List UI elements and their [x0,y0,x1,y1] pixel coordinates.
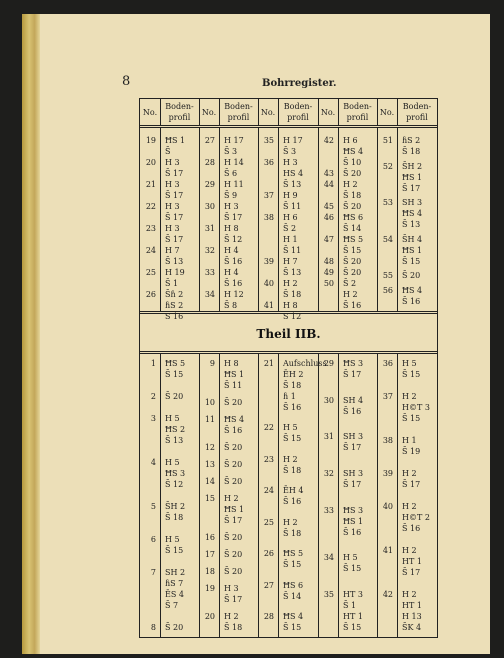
soil-profile-entry: H 19 [165,268,185,277]
entry-number: 20 [204,612,215,621]
entry-number: 41 [382,546,393,555]
soil-profile-entry: H 8 [224,359,239,368]
soil-profile-entry: S̄ 14 [283,591,302,601]
entry-number: 37 [382,392,393,401]
soil-profile-entry: ĦS 1 [343,516,364,526]
soil-profile-entry: S̄ 18 [283,381,302,390]
entry-number: 23 [263,454,274,464]
soil-profile-entry: ĦS 5 [343,235,364,244]
entry-number: 42 [382,590,393,599]
entry-number: 32 [323,469,334,478]
soil-profile-entry: S̄ 2 [283,224,297,233]
soil-profile-entry: HT 1 [402,601,422,610]
soil-profile-entry: H 3 [165,180,180,189]
soil-profile-entry: H 5 [165,458,180,467]
soil-profile-entry: H 8 [283,301,298,310]
header-rule [140,125,437,126]
soil-profile-entry: H 5 [165,535,180,544]
soil-profile-entry: S̄H 2 [165,502,186,511]
entry-number: 1 [150,359,156,368]
soil-profile-entry: ĦS 1 [224,370,245,379]
soil-profile-entry: S̄ 7 [165,601,179,610]
soil-profile-entry: S̄ 16 [343,406,362,416]
entry-number: 17 [204,550,215,559]
soil-profile-entry: S̄ 20 [165,623,184,632]
soil-profile-entry: ĦS 4 [224,415,245,424]
soil-profile-entry: S̄H 2 [402,161,423,171]
entry-number: 34 [323,553,334,563]
entry-number: 46 [323,213,334,222]
soil-profile-entry: S̄ 20 [224,460,243,469]
soil-profile-entry: H 12 [224,290,244,299]
soil-profile-entry: H©T 2 [402,513,430,522]
header-bodenprofil: Boden- profil [165,102,194,122]
soil-profile-entry: S̄ 15 [402,370,421,379]
soil-profile-entry: S̄ 17 [343,370,362,379]
soil-profile-entry: H©T 3 [402,403,430,412]
soil-profile-entry: S̄ 12 [224,235,243,244]
soil-profile-entry: ɦS 7 [165,579,184,588]
soil-profile-entry: SH 4 [343,395,364,405]
entry-number: 31 [323,432,334,442]
section-heading: Theil IIB. [256,327,321,341]
section-rule [140,351,437,352]
soil-profile-entry: S̄ 16 [165,312,184,321]
entry-number: 29 [323,359,334,368]
entry-number: 49 [323,268,334,277]
soil-profile-entry: S̄ 16 [402,297,421,306]
entry-number: 22 [145,202,156,211]
soil-profile-entry: S̄ 20 [343,169,362,178]
entry-number: 45 [323,202,334,211]
soil-profile-entry: H 6 [343,136,358,145]
subcolumn-rule [160,127,161,311]
soil-profile-entry: H 8 [224,224,239,233]
soil-profile-entry: ĦS 3 [343,505,364,515]
soil-profile-entry: H 7 [283,257,298,266]
soil-profile-entry: S̄ 15 [165,370,184,379]
soil-profile-entry: S̄ 13 [165,436,184,445]
soil-profile-entry: S̄ 12 [283,312,302,321]
soil-profile-entry: SH 3 [343,469,364,478]
soil-profile-entry: H 2 [224,612,239,621]
soil-profile-entry: H 2 [283,517,298,527]
soil-profile-entry: H 3 [165,158,180,167]
header-bodenprofil: Boden- profil [224,102,253,122]
entry-number: 35 [263,136,274,145]
entry-number: 41 [263,301,274,310]
entry-number: 47 [323,235,334,244]
entry-number: 30 [323,395,334,405]
entry-number: 26 [145,290,156,299]
soil-profile-entry: S̄ 3 [224,147,238,156]
header-rule [140,127,437,128]
soil-profile-entry: S̄ 16 [283,497,302,507]
soil-profile-entry: H 5 [165,414,180,423]
subcolumn-rule [278,127,279,311]
soil-profile-entry: S̄ 18 [283,528,302,538]
subcolumn-rule [338,353,339,637]
soil-profile-entry: S̄ 2 [343,279,357,288]
column-rule [377,127,378,311]
soil-profile-entry: H 13 [402,612,422,621]
running-head: Bohrregister. [262,78,337,89]
soil-profile-entry: H 1 [283,235,298,244]
soil-profile-entry: S̄ 16 [343,301,362,310]
entry-number: 21 [145,180,156,189]
soil-profile-entry: S̄ 19 [402,447,421,456]
soil-profile-entry: HT 1 [402,557,422,566]
soil-profile-entry: S̄ 11 [224,381,243,390]
soil-profile-entry: S̄ 20 [224,477,243,486]
soil-profile-entry: S̄ 13 [283,180,302,189]
entry-number: 52 [382,161,393,171]
soil-profile-entry: ĦS 1 [402,245,423,255]
soil-profile-entry: S̄ 13 [283,268,302,277]
entry-number: 7 [150,568,156,577]
soil-profile-entry: S̄ [165,147,171,156]
entry-number: 12 [204,443,215,452]
soil-profile-entry: S̄ 1 [343,601,357,610]
entry-number: 32 [204,246,215,255]
soil-profile-entry: S̄ 16 [224,257,243,266]
soil-profile-entry: ĦS 4 [402,209,423,219]
entry-number: 24 [263,486,274,496]
entry-number: 25 [145,268,156,277]
soil-profile-entry: S̄ 16 [224,426,243,435]
soil-profile-entry: S̄ 15 [343,623,362,632]
entry-number: 9 [209,359,215,368]
soil-profile-entry: ĦS 3 [165,469,186,478]
entry-number: 31 [204,224,215,233]
soil-profile-entry: H 3 [165,202,180,211]
entry-number: 50 [323,279,334,288]
soil-profile-entry: S̄ 1 [165,279,179,288]
header-no: No. [320,108,336,117]
subcolumn-rule [397,353,398,637]
entry-number: 19 [145,136,156,145]
soil-profile-entry: S̄ 20 [402,271,421,281]
soil-profile-entry: H 2 [343,290,358,299]
soil-profile-entry: SH 2 [165,568,186,577]
soil-profile-entry: ĒS 4 [165,590,184,599]
soil-profile-entry: ɦS 2 [165,301,184,310]
header-no: No. [201,108,217,117]
soil-profile-entry: ĦS 3 [343,359,364,368]
page-number: 8 [122,74,131,89]
soil-profile-entry: S̄K 4 [402,623,422,632]
entry-number: 33 [204,268,215,277]
entry-number: 29 [204,180,215,189]
entry-number: 11 [204,415,215,424]
soil-profile-entry: S̄ 20 [165,392,184,401]
soil-profile-entry: HS 4 [283,169,304,178]
soil-profile-entry: H 6 [283,213,298,222]
soil-profile-entry: ɦS 2 [402,136,421,145]
soil-profile-entry: S̄ 15 [165,546,184,555]
soil-profile-entry: H 2 [402,392,417,401]
soil-profile-entry: S̄ 17 [402,568,421,577]
soil-profile-entry: H 2 [402,546,417,555]
entry-number: 13 [204,460,215,469]
soil-profile-entry: H 5 [283,423,298,433]
entry-number: 26 [263,549,274,559]
entry-number: 39 [382,469,393,478]
subcolumn-rule [338,127,339,311]
soil-profile-entry: ĒH 4 [283,486,304,496]
soil-profile-entry: S̄ɦ 2 [165,290,184,299]
entry-number: 40 [382,502,393,511]
entry-number: 56 [382,286,393,295]
soil-profile-entry: H 1 [402,436,417,445]
header-bodenprofil: Boden- profil [402,102,432,122]
entry-number: 48 [323,257,334,266]
soil-profile-entry: S̄ 20 [343,257,362,266]
entry-number: 55 [382,271,393,281]
soil-profile-entry: S̄ 20 [224,550,243,559]
header-bodenprofil: Boden- profil [283,102,313,122]
soil-profile-entry: S̄ 18 [283,290,302,299]
entry-number: 16 [204,533,215,542]
soil-profile-entry: Aufschluss [283,359,327,368]
entry-number: 36 [382,359,393,368]
soil-profile-entry: H 2 [402,469,417,478]
soil-profile-entry: S̄H 4 [402,234,423,244]
subcolumn-rule [397,127,398,311]
soil-profile-entry: H 3 [224,584,239,593]
column-rule [199,127,200,311]
entry-number: 5 [150,502,156,511]
entry-number: 38 [382,436,393,445]
entry-number: 38 [263,213,274,222]
entry-number: 27 [263,580,274,590]
soil-profile-entry: S̄ 18 [224,623,243,632]
soil-profile-entry: S̄ 20 [224,533,243,542]
soil-profile-entry: H 5 [343,553,358,563]
soil-profile-entry: S̄ 15 [343,564,362,574]
book-binding-edge [22,14,40,654]
entry-number: 28 [263,612,274,621]
entry-number: 2 [150,392,156,401]
entry-number: 23 [145,224,156,233]
soil-profile-entry: SH 3 [402,198,423,208]
entry-number: 14 [204,477,215,486]
section-rule [140,353,437,354]
subcolumn-rule [160,353,161,637]
soil-profile-entry: H 11 [224,180,244,189]
soil-profile-entry: ĦS 2 [165,425,186,434]
soil-profile-entry: S̄ 17 [165,191,184,200]
soil-profile-entry: H 3 [224,202,239,211]
header-no: No. [142,108,158,117]
soil-profile-entry: H 2 [283,279,298,288]
soil-profile-entry: ĦS 1 [402,172,423,182]
entry-number: 24 [145,246,156,255]
soil-profile-entry: S̄ 3 [283,147,297,156]
soil-profile-entry: H 2 [402,590,417,599]
subcolumn-rule [219,127,220,311]
soil-profile-entry: ĦS 5 [165,359,186,368]
soil-profile-entry: S̄ 15 [402,256,421,266]
soil-profile-entry: S̄ 16 [224,279,243,288]
entry-number: 18 [204,567,215,576]
soil-profile-entry: S̄ 20 [343,202,362,211]
soil-profile-entry: S̄ 15 [402,414,421,423]
soil-profile-entry: S̄ 18 [402,147,421,156]
soil-profile-entry: S̄ 10 [343,158,362,167]
soil-profile-entry: S̄ 20 [343,268,362,277]
soil-profile-entry: S̄ 13 [165,257,184,266]
soil-profile-entry: S̄ 17 [165,213,184,222]
soil-profile-entry: H 7 [165,246,180,255]
soil-profile-entry: ĦS 6 [283,580,304,590]
entry-number: 15 [204,494,215,503]
entry-number: 37 [263,191,274,200]
soil-profile-entry: ĦS 6 [343,213,364,222]
entry-number: 35 [323,590,334,599]
subcolumn-rule [278,353,279,637]
entry-number: 43 [323,169,334,178]
entry-number: 19 [204,584,215,593]
entry-number: 54 [382,234,393,244]
soil-profile-entry: H 5 [402,359,417,368]
entry-number: 28 [204,158,215,167]
entry-number: 8 [150,623,156,632]
bore-register-table [139,98,438,638]
soil-profile-entry: ĦS 1 [224,505,245,514]
soil-profile-entry: HT 3 [343,590,363,599]
soil-profile-entry: S̄ 15 [283,434,302,444]
soil-profile-entry: H 17 [283,136,303,145]
soil-profile-entry: ĦS 4 [343,147,364,156]
entry-number: 40 [263,279,274,288]
header-no: No. [260,108,276,117]
soil-profile-entry: ĒH 2 [283,370,304,379]
soil-profile-entry: S̄ 8 [224,301,238,310]
soil-profile-entry: H 2 [224,494,239,503]
soil-profile-entry: S̄ 17 [165,169,184,178]
soil-profile-entry: ĦS 4 [402,286,423,295]
soil-profile-entry: H 3 [283,158,298,167]
soil-profile-entry: H 17 [224,136,244,145]
entry-number: 42 [323,136,334,145]
soil-profile-entry: S̄ 15 [283,623,302,632]
entry-number: 27 [204,136,215,145]
soil-profile-entry: S̄ 13 [402,220,421,230]
entry-number: 51 [382,136,393,145]
entry-number: 20 [145,158,156,167]
soil-profile-entry: ĦS 1 [165,136,186,145]
soil-profile-entry: S̄ 11 [283,246,302,255]
soil-profile-entry: S̄ 16 [402,524,421,533]
soil-profile-entry: S̄ 17 [343,443,362,453]
soil-profile-entry: H 2 [343,180,358,189]
entry-number: 4 [150,458,156,467]
soil-profile-entry: HT 1 [343,612,363,621]
entry-number: 22 [263,423,274,433]
soil-profile-entry: H 2 [283,454,298,464]
entry-number: 10 [204,398,215,407]
entry-number: 30 [204,202,215,211]
soil-profile-entry: S̄ 9 [224,191,238,200]
soil-profile-entry: S̄ 12 [165,480,184,489]
entry-number: 34 [204,290,215,299]
soil-profile-entry: H 4 [224,246,239,255]
soil-profile-entry: H 4 [224,268,239,277]
soil-profile-entry: S̄ 18 [343,191,362,200]
entry-number: 36 [263,158,274,167]
soil-profile-entry: S̄ 16 [283,403,302,412]
entry-number: 33 [323,505,334,515]
soil-profile-entry: S̄ 6 [224,169,238,178]
soil-profile-entry: S̄ 20 [224,443,243,452]
entry-number: 25 [263,517,274,527]
soil-profile-entry: H 2 [402,502,417,511]
soil-profile-entry: H 14 [224,158,244,167]
soil-profile-entry: S̄ 18 [165,513,184,522]
entry-number: 21 [263,359,274,368]
soil-profile-entry: S̄ 11 [283,202,302,211]
soil-profile-entry: S̄ 14 [343,224,362,233]
soil-profile-entry: S̄ 15 [343,246,362,255]
soil-profile-entry: S̄ 18 [283,465,302,475]
entry-number: 3 [150,414,156,423]
entry-number: 6 [150,535,156,544]
soil-profile-entry: ĦS 5 [283,549,304,559]
soil-profile-entry: S̄ 17 [165,235,184,244]
subcolumn-rule [219,353,220,637]
soil-profile-entry: S̄ 15 [283,560,302,570]
soil-profile-entry: S̄ 17 [224,213,243,222]
header-no: No. [379,108,395,117]
soil-profile-entry: S̄ 17 [224,516,243,525]
soil-profile-entry: S̄ 17 [224,595,243,604]
soil-profile-entry: S̄ 20 [224,567,243,576]
soil-profile-entry: S̄ 17 [402,183,421,193]
soil-profile-entry: ĦS 4 [283,612,304,621]
soil-profile-entry: H 3 [165,224,180,233]
entry-number: 53 [382,198,393,208]
soil-profile-entry: S̄ 17 [343,480,362,489]
soil-profile-entry: H 9 [283,191,298,200]
soil-profile-entry: SH 3 [343,432,364,442]
soil-profile-entry: S̄ 17 [402,480,421,489]
soil-profile-entry: S̄ 20 [224,398,243,407]
header-bodenprofil: Boden- profil [343,102,372,122]
entry-number: 44 [323,180,334,189]
soil-profile-entry: S̄ 16 [343,527,362,537]
entry-number: 39 [263,257,274,266]
soil-profile-entry: ɦ 1 [283,392,296,401]
